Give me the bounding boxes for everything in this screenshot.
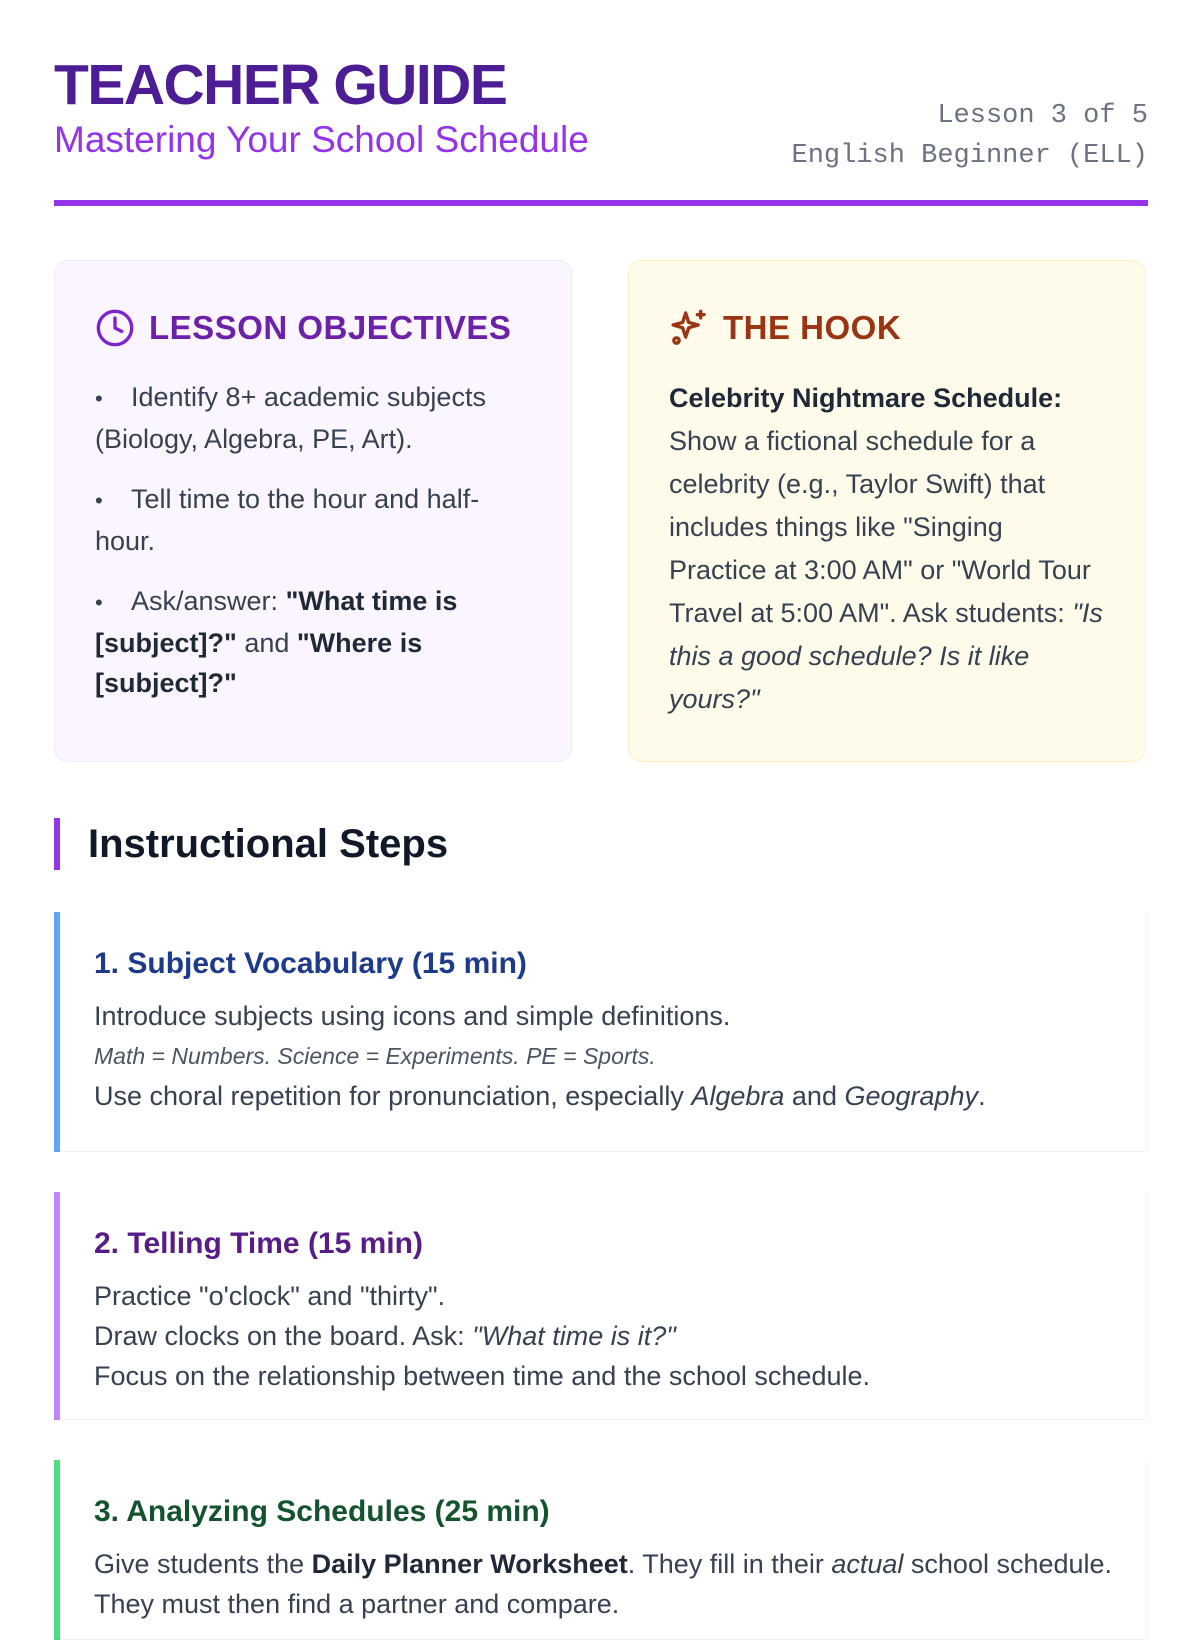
- objective-question: "What time is [subject]?": [95, 586, 458, 658]
- step-text: Give students the: [94, 1549, 312, 1579]
- hook-header: [669, 305, 1105, 351]
- worksheet-name: Daily Planner Worksheet: [311, 1549, 628, 1579]
- step-text: Draw clocks on the board. Ask:: [94, 1321, 473, 1351]
- step-line: [94, 1544, 1116, 1624]
- objective-item: [95, 377, 531, 459]
- step-title: 2. Telling Time (15 min): [94, 1227, 423, 1260]
- objective-item: [95, 479, 531, 561]
- page-subtitle: Mastering Your School Schedule: [54, 119, 589, 160]
- step-emphasis: "What time is it?": [472, 1321, 676, 1351]
- lesson-objectives-card: [54, 260, 572, 762]
- hook-question: "Is this a good schedule? Is it like yours?": [669, 598, 1103, 714]
- header-divider: [54, 200, 1148, 206]
- step-text: Use choral repetition for pronunciation, especially: [94, 1081, 692, 1111]
- objective-text: Tell time to the hour and half-hour.: [95, 484, 480, 556]
- the-hook-card: [628, 260, 1146, 762]
- hook-title: Celebrity Nightmare Schedule:: [669, 383, 1063, 413]
- step-line: [94, 1316, 1116, 1356]
- hook-heading: THE HOOK: [723, 309, 902, 346]
- section-title: Instructional Steps: [88, 822, 449, 866]
- hook-body: Show a fictional schedule for a celebrity (e.g., Taylor Swift) that includes things like "Singing Practice at 3:00 AM" or "World Tour Travel at 5:00 AM". Ask students:: [669, 426, 1091, 628]
- sparkles-icon: [669, 308, 709, 348]
- page-header: [54, 52, 1148, 204]
- step-text: .: [978, 1081, 986, 1111]
- hook-text: [669, 377, 1105, 721]
- lesson-level: English Beginner (ELL): [791, 141, 1148, 171]
- objective-text: Ask/answer:: [131, 586, 286, 616]
- objective-text: Identify 8+ academic subjects (Biology, Algebra, PE, Art).: [95, 382, 486, 454]
- page-title: TEACHER GUIDE: [54, 53, 507, 117]
- step-text: school schedule. They must then find a partner and compare.: [94, 1549, 1113, 1619]
- objectives-heading: LESSON OBJECTIVES: [149, 309, 512, 346]
- objective-question: "Where is [subject]?": [95, 628, 423, 698]
- step-title: 3. Analyzing Schedules (25 min): [94, 1495, 550, 1528]
- step-line: Introduce subjects using icons and simple definitions.: [94, 1001, 731, 1031]
- step-line: Practice "o'clock" and "thirty".: [94, 1281, 446, 1311]
- step-text: . They fill in their: [627, 1549, 832, 1579]
- objective-text: and: [236, 628, 297, 658]
- step-title: 1. Subject Vocabulary (15 min): [94, 947, 527, 980]
- step-emphasis: Geography: [844, 1081, 979, 1111]
- step-note: Math = Numbers. Science = Experiments. PE = Sports.: [94, 1043, 656, 1069]
- step-telling-time: [54, 1192, 1148, 1420]
- step-analyzing-schedules: [54, 1460, 1148, 1640]
- clock-icon: [95, 308, 135, 348]
- objectives-list: [95, 377, 531, 703]
- step-subject-vocabulary: [54, 912, 1148, 1152]
- step-emphasis: Algebra: [691, 1081, 785, 1111]
- objectives-header: [95, 305, 531, 351]
- step-emphasis: actual: [831, 1549, 904, 1579]
- step-line: [94, 1076, 1116, 1116]
- lesson-number: Lesson 3 of 5: [937, 101, 1148, 131]
- instructional-steps-heading: [54, 818, 448, 870]
- step-text: and: [784, 1081, 845, 1111]
- step-line: Focus on the relationship between time and the school schedule.: [94, 1361, 870, 1391]
- lesson-meta: [792, 96, 1148, 176]
- objective-item: [95, 581, 531, 703]
